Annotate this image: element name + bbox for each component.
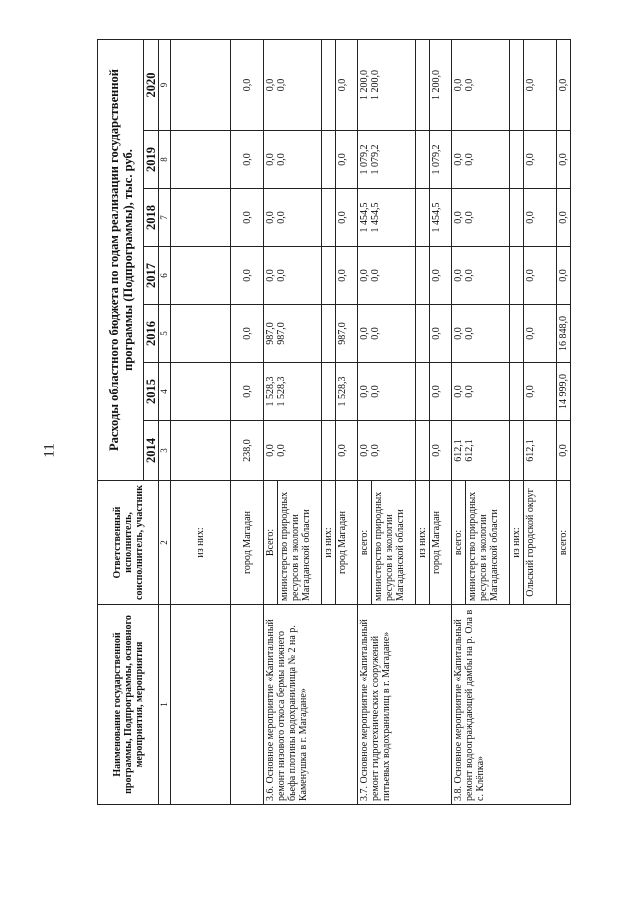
value-cell: 0,0 0,0: [358, 305, 416, 363]
header-expenses: Расходы областного бюджета по годам реализации государственной программы (Подпрограммы), тыс. руб.: [98, 40, 144, 481]
value-cell: [171, 131, 231, 189]
value-cell: 0,0: [231, 305, 264, 363]
value-cell: 0,0 0,0: [358, 421, 416, 481]
program-name-cell: 3.6. Основное мероприятие «Капитальный ремонт низового откоса бермы нижнего бьефа плотины водохранилища № 2 на р. Каменушка в г. Магадане»: [264, 605, 358, 805]
column-number: 2: [159, 481, 171, 605]
value-cell: 0,0 0,0: [264, 189, 322, 247]
value-cell: [322, 363, 336, 421]
value-cell: 0,0: [557, 131, 571, 189]
value-cell: 987,0 987,0: [264, 305, 322, 363]
value-cell: [416, 40, 430, 131]
value-cell: [510, 247, 524, 305]
value-cell: 0,0: [430, 305, 452, 363]
value-cell: 1 454,5 1 454,5: [358, 189, 416, 247]
value-cell: [510, 131, 524, 189]
executor-cell: из них:: [416, 481, 430, 605]
budget-table: [97, 39, 571, 805]
value-cell: 0,0 0,0: [264, 40, 322, 131]
value-cell: 0,0: [430, 421, 452, 481]
executor-cell: всего:: [557, 481, 571, 605]
value-cell: 0,0: [336, 421, 358, 481]
value-cell: 0,0 0,0: [264, 131, 322, 189]
value-cell: [171, 247, 231, 305]
rotated-document-sheet: [97, 40, 621, 805]
header-year: 2014: [144, 421, 159, 481]
value-cell: [322, 131, 336, 189]
column-number: 8: [159, 131, 171, 189]
value-cell: [322, 247, 336, 305]
value-cell: 0,0: [231, 40, 264, 131]
column-number: 7: [159, 189, 171, 247]
value-cell: 0,0 0,0: [452, 131, 510, 189]
value-cell: 0,0: [524, 363, 557, 421]
value-cell: [416, 421, 430, 481]
value-cell: 1 079,2 1 079,2: [358, 131, 416, 189]
executor-cell: из них:: [322, 481, 336, 605]
header-year: 2015: [144, 363, 159, 421]
value-cell: [171, 40, 231, 131]
header-year: 2016: [144, 305, 159, 363]
value-cell: [322, 305, 336, 363]
executor-cell: город Магадан: [336, 481, 358, 605]
value-cell: 0,0 0,0: [452, 305, 510, 363]
value-cell: [510, 305, 524, 363]
value-cell: 0,0 0,0: [452, 247, 510, 305]
value-cell: 0,0: [336, 131, 358, 189]
program-name-cell: 3.7. Основное мероприятие «Капитальный ремонт гидротехнических сооружений питьевых водохранилищ в г. Магадане»: [358, 605, 452, 805]
header-year: 2019: [144, 131, 159, 189]
value-cell: 1 528,3: [336, 363, 358, 421]
executor-cell: город Магадан: [430, 481, 452, 605]
executor-cell: Ольский городской округ: [524, 481, 557, 605]
header-year: 2018: [144, 189, 159, 247]
value-cell: 16 848,0: [557, 305, 571, 363]
value-cell: 0,0: [336, 40, 358, 131]
value-cell: [510, 363, 524, 421]
page-number: 11: [41, 443, 58, 458]
value-cell: 0,0: [430, 247, 452, 305]
value-cell: [510, 189, 524, 247]
program-name-cell: [231, 605, 264, 805]
value-cell: [416, 189, 430, 247]
table-row: [452, 40, 466, 805]
value-cell: [510, 421, 524, 481]
value-cell: 0,0: [430, 363, 452, 421]
value-cell: 0,0: [524, 189, 557, 247]
value-cell: 612,1 612,1: [452, 421, 510, 481]
value-cell: 0,0 0,0: [452, 189, 510, 247]
column-number: 3: [159, 421, 171, 481]
value-cell: 0,0: [336, 247, 358, 305]
table-row: [231, 40, 264, 805]
value-cell: 0,0: [231, 247, 264, 305]
value-cell: 0,0 0,0: [358, 247, 416, 305]
column-number: 5: [159, 305, 171, 363]
value-cell: 0,0: [231, 363, 264, 421]
table-row: [358, 40, 372, 805]
executor-cell: министерство природных ресурсов и экологии Магаданской области: [278, 481, 322, 605]
program-name-cell: 3.8. Основное мероприятие «Капитальный ремонт водоограждающей дамбы на р. Ола в с. Клёпка»: [452, 605, 571, 805]
value-cell: 987,0: [336, 305, 358, 363]
executor-cell: город Магадан: [231, 481, 264, 605]
value-cell: 0,0 0,0: [264, 421, 322, 481]
value-cell: 0,0: [524, 247, 557, 305]
value-cell: 0,0 0,0: [264, 247, 322, 305]
value-cell: 1 200,0 1 200,0: [358, 40, 416, 131]
value-cell: 0,0 0,0: [452, 40, 510, 131]
header-year: 2017: [144, 247, 159, 305]
value-cell: 0,0 0,0: [452, 363, 510, 421]
value-cell: 238,0: [231, 421, 264, 481]
value-cell: 0,0: [336, 189, 358, 247]
value-cell: 0,0: [231, 131, 264, 189]
value-cell: 0,0: [524, 305, 557, 363]
value-cell: 1 200,0: [430, 40, 452, 131]
value-cell: [171, 421, 231, 481]
value-cell: 612,1: [524, 421, 557, 481]
value-cell: 1 528,3 1 528,3: [264, 363, 322, 421]
executor-cell: министерство природных ресурсов и экологии Магаданской области: [466, 481, 510, 605]
header-year: 2020: [144, 40, 159, 131]
value-cell: 0,0: [524, 40, 557, 131]
value-cell: 0,0: [231, 189, 264, 247]
value-cell: 0,0 0,0: [358, 363, 416, 421]
value-cell: 0,0: [557, 247, 571, 305]
table-row: [264, 40, 278, 805]
value-cell: 1 454,5: [430, 189, 452, 247]
value-cell: [416, 305, 430, 363]
value-cell: 0,0: [557, 421, 571, 481]
program-name-cell: [171, 605, 231, 805]
column-number: 1: [159, 605, 171, 805]
column-number: 4: [159, 363, 171, 421]
value-cell: [322, 421, 336, 481]
column-number: 6: [159, 247, 171, 305]
value-cell: 0,0: [524, 131, 557, 189]
executor-cell: из них:: [171, 481, 231, 605]
executor-cell: министерство природных ресурсов и экологии Магаданской области: [372, 481, 416, 605]
value-cell: 0,0: [557, 189, 571, 247]
value-cell: [322, 40, 336, 131]
executor-cell: Всего:: [264, 481, 278, 605]
value-cell: [171, 305, 231, 363]
value-cell: [510, 40, 524, 131]
value-cell: [416, 247, 430, 305]
value-cell: [416, 363, 430, 421]
value-cell: 1 079,2: [430, 131, 452, 189]
header-executor: Ответственный исполнитель, соисполнитель, участник: [98, 481, 159, 605]
executor-cell: из них:: [510, 481, 524, 605]
executor-cell: всего:: [358, 481, 372, 605]
table-row: [171, 40, 231, 805]
header-name: Наименование государственной программы, Подпрограммы, основного мероприятия, мероприятия: [98, 605, 159, 805]
value-cell: [171, 363, 231, 421]
value-cell: [416, 131, 430, 189]
value-cell: [171, 189, 231, 247]
value-cell: [322, 189, 336, 247]
value-cell: 14 999,0: [557, 363, 571, 421]
executor-cell: всего:: [452, 481, 466, 605]
column-number: 9: [159, 40, 171, 131]
value-cell: 0,0: [557, 40, 571, 131]
